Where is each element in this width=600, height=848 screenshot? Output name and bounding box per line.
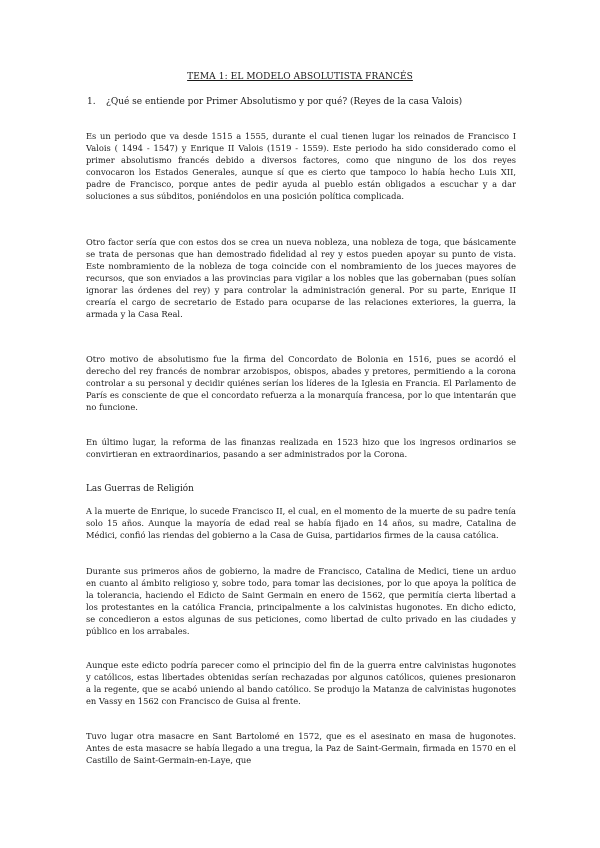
paragraph: Durante sus primeros años de gobierno, la madre de Francisco, Catalina de Medici, tiene un arduo en cuanto al ámbito religioso y, sobre todo, para tomar las decisiones, por lo que apoya la política de la tolerancia, haciendo el Edicto de Saint Germain en enero de 1562, que permitía cierta libertad a los protestantes en la católica Francia, principalmente a los calvinistas hugonotes. En dicho edicto, se concedieron a estos algunas de sus peticiones, como libertad de culto privado en las ciudades y público en los arrabales. — [86, 566, 516, 636]
paragraph: Otro motivo de absolutismo fue la firma del Concordato de Bolonia en 1516, pues se acordó el derecho del rey francés de nombrar arzobispos, obispos, abades y pretores, permitiendo a la corona controlar a su personal y decidir quiénes serían los líderes de la Iglesia en Francia. El Parlamento de París es consciente de que el concordato refuerza a la monarquía francesa, por lo que intentarán que no funcione. — [86, 354, 516, 412]
question-item — [87, 96, 516, 109]
paragraph: Otro factor sería que con estos dos se crea un nueva nobleza, una nobleza de toga, que básicamente se trata de personas que han demostrado fidelidad al rey y estos pueden apoyar su punto de vista. Este nombramiento de la nobleza de toga coincide con el nombramiento de los jueces mayores de recursos, que son enviados a las provincias para vigilar a los nobles que las gobernaban (pues solían ignorar las órdenes del rey) y para controlar la administración general. Por su parte, Enrique II crearía el cargo de secretario de Estado para ocuparse de las relaciones exteriores, la guerra, la armada y la Casa Real. — [86, 237, 516, 319]
paragraph: A la muerte de Enrique, lo sucede Francisco II, el cual, en el momento de la muerte de su padre tenía solo 15 años. Aunque la mayoría de edad real se había fijado en 14 años, su madre, Catalina de Médici, confió las riendas del gobierno a la Casa de Guisa, partidarios firmes de la causa católica. — [86, 506, 516, 540]
paragraph: Aunque este edicto podría parecer como el principio del fin de la guerra entre calvinistas hugonotes y católicos, estas libertades obtenidas serían rechazadas por algunos católicos, quienes presionaron a la regente, que se acabó uniendo al bando católico. Se produjo la Matanza de calvinistas hugonotes en Vassy en 1562 con Francisco de Guisa al frente. — [86, 660, 516, 706]
paragraph: Tuvo lugar otra masacre en Sant Bartolomé en 1572, que es el asesinato en masa de hugonotes. Antes de esta masacre se había llegado a una tregua, la Paz de Saint-Germain, firmada en 1570 en el Castillo de Saint-Germain-en-Laye, que — [86, 731, 516, 765]
paragraph: Es un periodo que va desde 1515 a 1555, durante el cual tienen lugar los reinados de Francisco I Valois ( 1494 - 1547) y Enrique II Valois (1519 - 1559). Este periodo ha sido considerado como el primer absolutismo francés debido a diversos factores, como que ninguno de los dos reyes convocaron los Estados Generales, aunque sí que es cierto que tampoco lo había hecho Luis XII, padre de Francisco, porque antes de pedir ayuda al pueblo están obligados a escuchar y a dar soluciones a sus súbditos, poniéndolos en una posición política complicada. — [86, 131, 516, 201]
paragraph: En último lugar, la reforma de las finanzas realizada en 1523 hizo que los ingresos ordinarios se convirtieran en extraordinarios, pasando a ser administrados por la Corona. — [86, 437, 516, 459]
page-title: TEMA 1: EL MODELO ABSOLUTISTA FRANCÉS — [187, 72, 413, 82]
question-number: 1. — [87, 97, 96, 107]
section-heading: Las Guerras de Religión — [86, 484, 194, 494]
question-text: ¿Qué se entiende por Primer Absolutismo y por qué? (Reyes de la casa Valois) — [106, 97, 463, 107]
